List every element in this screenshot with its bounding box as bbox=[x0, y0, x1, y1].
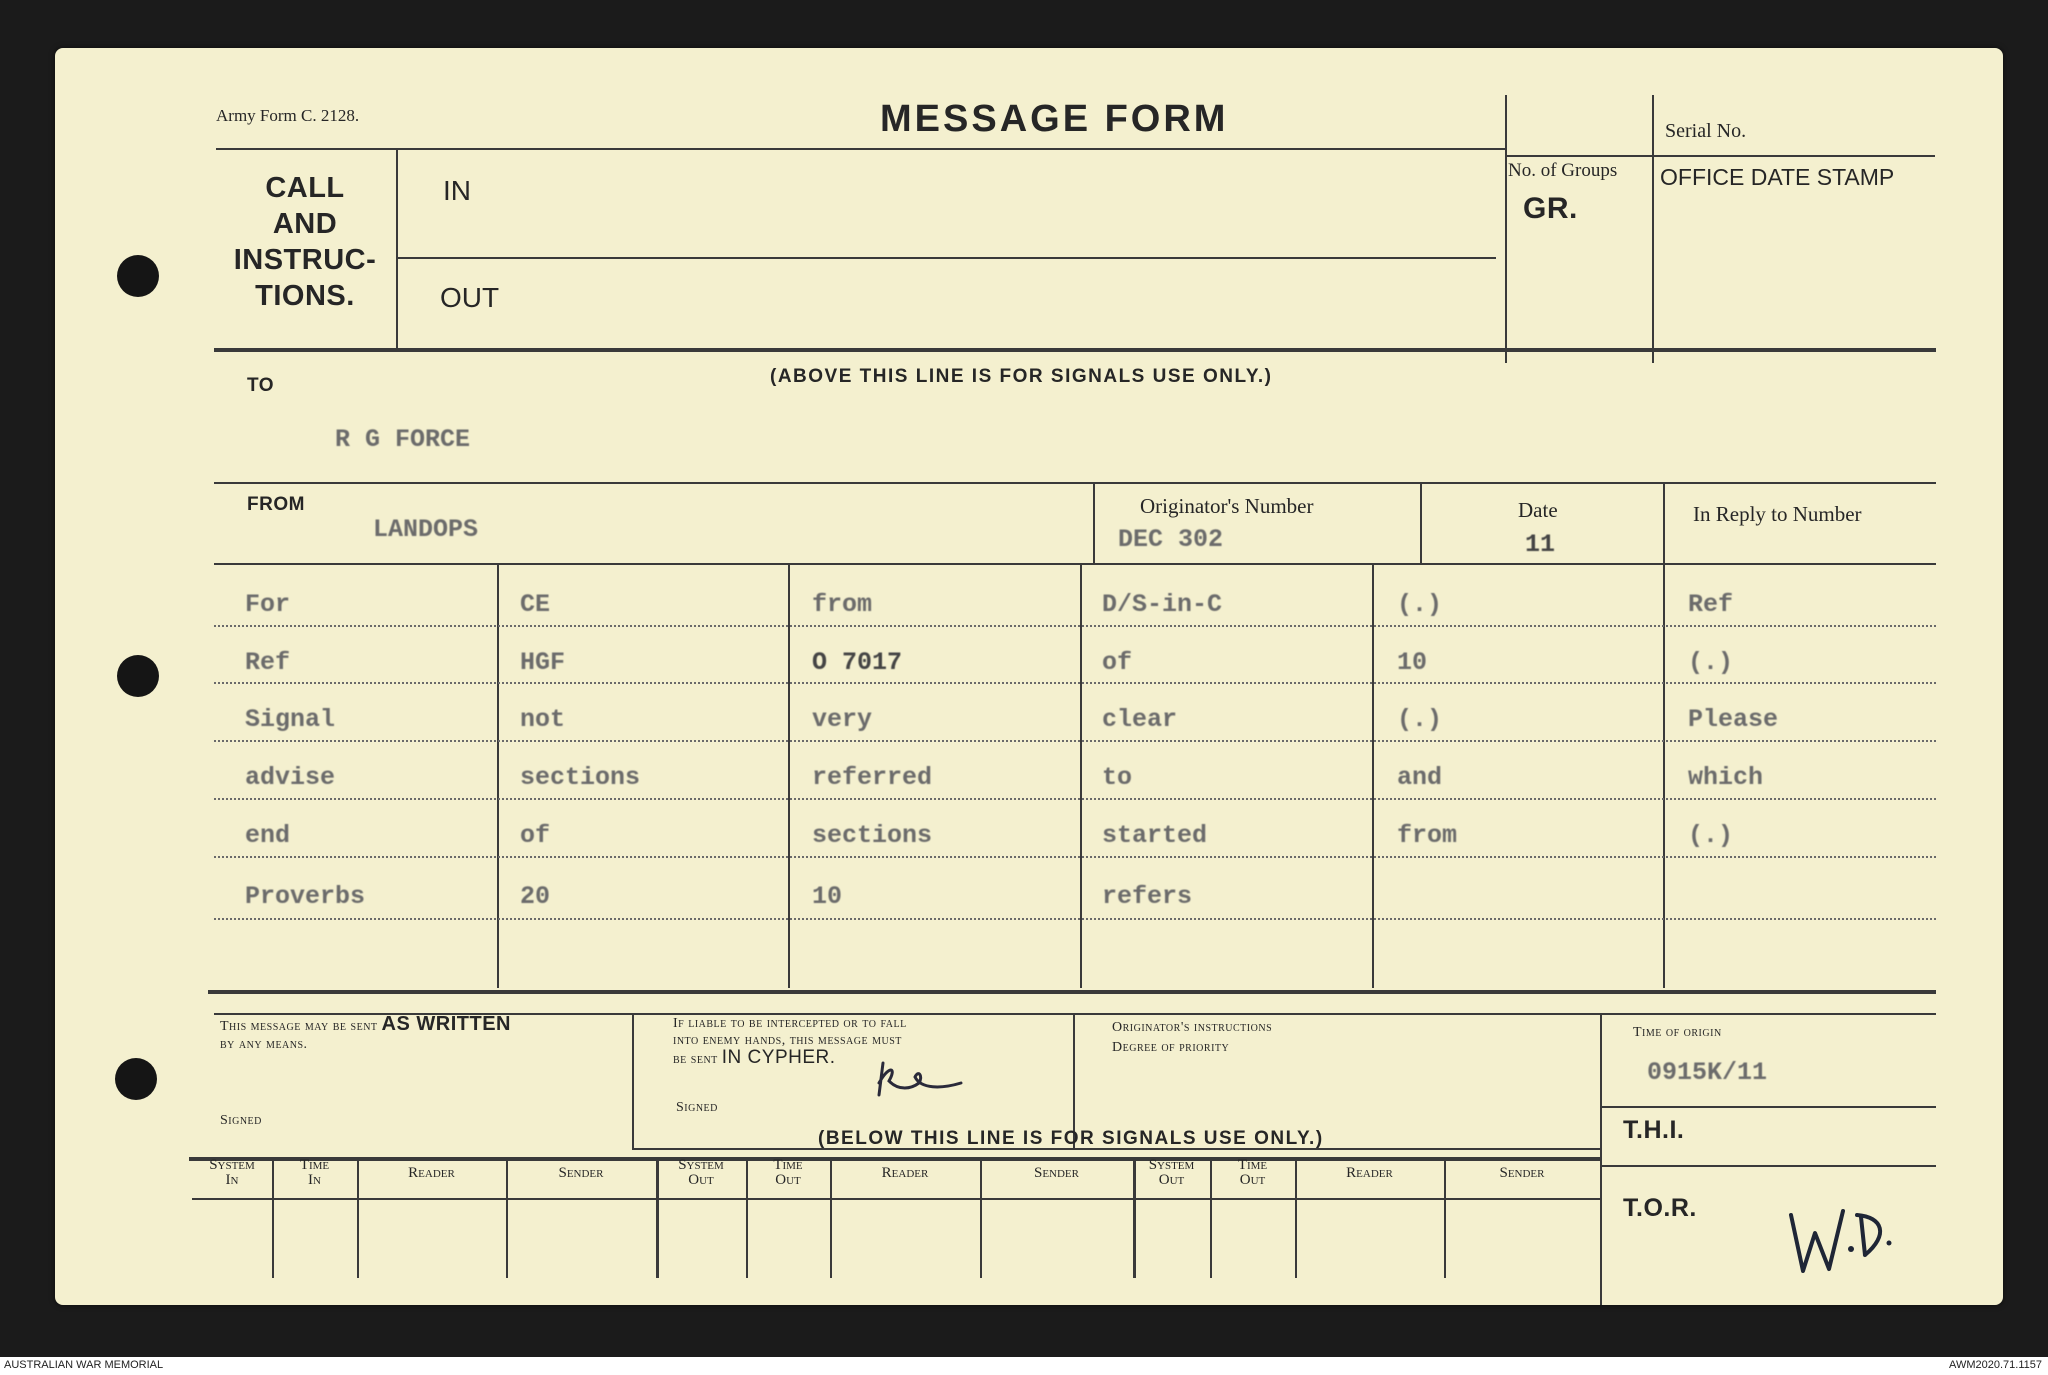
thi-label: T.H.I. bbox=[1623, 1116, 1685, 1144]
punch-hole-top bbox=[117, 255, 159, 297]
message-cell-r6-col-c: 10 bbox=[812, 882, 843, 911]
message-cell-r1-col-f: Ref bbox=[1688, 590, 1734, 619]
time-of-origin-label: Time of origin bbox=[1633, 1025, 1722, 1040]
office-date-stamp-label: OFFICE DATE STAMP bbox=[1660, 164, 1895, 190]
message-cell-r6-col-d: refers bbox=[1102, 882, 1193, 911]
message-cell-r4-col-c: referred bbox=[812, 763, 933, 792]
from-value: LANDOPS bbox=[373, 515, 479, 544]
to-value: R G FORCE bbox=[335, 425, 471, 454]
signals-header-1: System In bbox=[209, 1157, 255, 1188]
in-label: IN bbox=[443, 175, 471, 206]
time-of-origin-value: 0915K/11 bbox=[1647, 1058, 1768, 1087]
signed-label-1: Signed bbox=[220, 1113, 262, 1128]
message-cell-r4-col-a: advise bbox=[245, 763, 336, 792]
message-cell-r4-col-b: sections bbox=[520, 763, 641, 792]
message-cell-r2-col-a: Ref bbox=[245, 648, 291, 677]
signals-header-10: Time Out bbox=[1237, 1157, 1268, 1188]
message-cell-r3-col-a: Signal bbox=[245, 705, 336, 734]
signals-header-4: Sender bbox=[558, 1165, 604, 1181]
to-label: TO bbox=[247, 375, 275, 396]
message-cell-r5-col-c: sections bbox=[812, 821, 933, 850]
signals-header-11: Reader bbox=[1346, 1165, 1393, 1181]
form-title: MESSAGE FORM bbox=[880, 98, 1229, 140]
footer-right: AWM2020.71.1157 bbox=[1949, 1359, 2042, 1371]
punch-hole-bottom bbox=[115, 1058, 157, 1100]
message-cell-r2-col-b: HGF bbox=[520, 648, 566, 677]
message-cell-r1-col-e: (.) bbox=[1397, 590, 1443, 619]
message-cell-r5-col-f: (.) bbox=[1688, 821, 1734, 850]
army-form-number: Army Form C. 2128. bbox=[216, 106, 360, 125]
signals-header-8: Sender bbox=[1033, 1165, 1079, 1181]
message-cell-r6-col-b: 20 bbox=[520, 882, 551, 911]
message-cell-r2-col-d: of bbox=[1102, 648, 1133, 677]
signed-label-2: Signed bbox=[676, 1100, 718, 1115]
call-label: CALL AND INSTRUC- TIONS. bbox=[233, 172, 377, 312]
message-cell-r2-col-c: O 7017 bbox=[812, 648, 903, 677]
originator-instructions-label: Originator's instructions bbox=[1112, 1020, 1273, 1035]
below-line-notice: (BELOW THIS LINE IS FOR SIGNALS USE ONLY.) bbox=[818, 1128, 1324, 1149]
out-label: OUT bbox=[440, 282, 500, 313]
punch-hole-middle bbox=[117, 655, 159, 697]
message-cell-r3-col-d: clear bbox=[1102, 705, 1178, 734]
message-cell-r5-col-d: started bbox=[1102, 821, 1208, 850]
message-cell-r3-col-b: not bbox=[520, 705, 566, 734]
message-cell-r3-col-c: very bbox=[812, 705, 873, 734]
message-cell-r1-col-b: CE bbox=[520, 590, 551, 619]
reply-to-number-label: In Reply to Number bbox=[1693, 502, 1862, 526]
message-cell-r4-col-f: which bbox=[1688, 763, 1764, 792]
message-cell-r1-col-c: from bbox=[812, 590, 873, 619]
message-cell-r2-col-f: (.) bbox=[1688, 648, 1734, 677]
tor-label: T.O.R. bbox=[1623, 1194, 1697, 1222]
degree-of-priority-label: Degree of priority bbox=[1112, 1040, 1230, 1055]
from-label: FROM bbox=[247, 494, 305, 515]
handwritten-initials bbox=[875, 1055, 965, 1100]
groups-label: No. of Groups bbox=[1508, 160, 1618, 181]
cypher-instruction: If liable to be intercepted or to fall into enemy hands, this message must be sent IN CYPHER. bbox=[673, 1016, 907, 1068]
signals-header-5: System Out bbox=[678, 1157, 724, 1188]
signals-header-12: Sender bbox=[1499, 1165, 1545, 1181]
message-cell-r4-col-d: to bbox=[1102, 763, 1133, 792]
message-cell-r3-col-f: Please bbox=[1688, 705, 1779, 734]
message-cell-r5-col-b: of bbox=[520, 821, 551, 850]
message-cell-r1-col-a: For bbox=[245, 590, 291, 619]
date-label: Date bbox=[1518, 498, 1558, 522]
message-cell-r5-col-a: end bbox=[245, 821, 291, 850]
signals-header-7: Reader bbox=[881, 1165, 929, 1181]
message-cell-r1-col-d: D/S-in-C bbox=[1102, 590, 1223, 619]
message-cell-r2-col-e: 10 bbox=[1397, 648, 1428, 677]
originator-number-label: Originator's Number bbox=[1140, 494, 1314, 518]
groups-value: GR. bbox=[1523, 192, 1578, 225]
signals-header-3: Reader bbox=[408, 1165, 455, 1181]
sent-as-written-text: This message may be sent AS WRITTEN by any means. bbox=[220, 1013, 511, 1052]
footer-left: AUSTRALIAN WAR MEMORIAL bbox=[4, 1359, 164, 1371]
message-cell-r4-col-e: and bbox=[1397, 763, 1443, 792]
above-line-notice: (ABOVE THIS LINE IS FOR SIGNALS USE ONLY.) bbox=[770, 366, 1273, 387]
message-cell-r3-col-e: (.) bbox=[1397, 705, 1443, 734]
handwritten-tor-initials bbox=[1785, 1205, 1895, 1280]
signals-header-6: Time Out bbox=[773, 1157, 803, 1188]
date-value: 11 bbox=[1525, 530, 1556, 559]
signals-header-2: Time In bbox=[299, 1157, 330, 1188]
archive-footer bbox=[0, 1357, 2048, 1375]
serial-number-label: Serial No. bbox=[1665, 120, 1747, 142]
originator-number-value: DEC 302 bbox=[1118, 525, 1224, 554]
message-cell-r6-col-a: Proverbs bbox=[245, 882, 366, 911]
message-cell-r5-col-e: from bbox=[1397, 821, 1458, 850]
signals-header-9: System Out bbox=[1148, 1157, 1195, 1188]
